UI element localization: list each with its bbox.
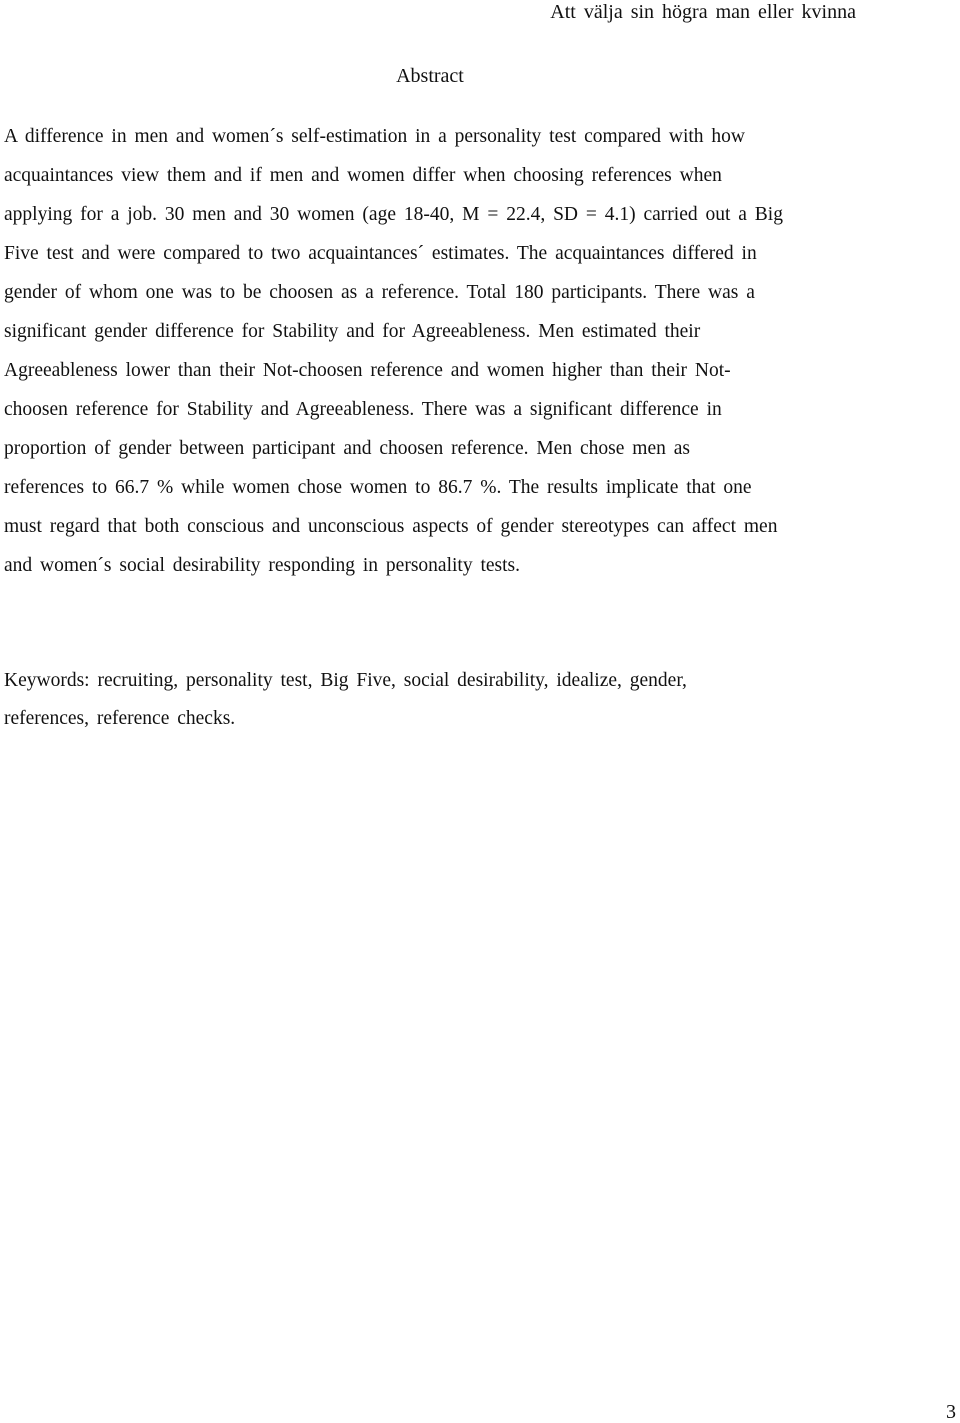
- abstract-title: Abstract: [396, 65, 464, 87]
- abstract-body: [4, 117, 854, 585]
- abstract-line-8: choosen reference for Stability and Agreeableness. There was a significant difference in: [4, 399, 722, 420]
- abstract-line-3: applying for a job. 30 men and 30 women (age 18-40, M = 22.4, SD = 4.1) carried out a Big: [4, 204, 783, 225]
- running-head: Att välja sin högra man eller kvinna: [550, 1, 856, 23]
- keywords-line-2: references, reference checks.: [4, 708, 236, 729]
- page-number: 3: [946, 1401, 956, 1423]
- abstract-line-1: A difference in men and women´s self-estimation in a personality test compared with how: [4, 126, 745, 147]
- abstract-line-11: must regard that both conscious and unconscious aspects of gender stereotypes can affect men: [4, 516, 778, 537]
- keywords-line-1: Keywords: recruiting, personality test, Big Five, social desirability, idealize, gender,: [4, 670, 687, 691]
- abstract-line-5: gender of whom one was to be choosen as a reference. Total 180 participants. There was a: [4, 282, 755, 303]
- abstract-line-2: acquaintances view them and if men and women differ when choosing references when: [4, 165, 722, 186]
- abstract-line-9: proportion of gender between participant and choosen reference. Men chose men as: [4, 438, 690, 459]
- keywords: [4, 662, 854, 738]
- abstract-line-4: Five test and were compared to two acquaintances´ estimates. The acquaintances differed in: [4, 243, 757, 264]
- abstract-line-12: and women´s social desirability responding in personality tests.: [4, 555, 520, 576]
- abstract-line-7: Agreeableness lower than their Not-choosen reference and women higher than their Not-: [4, 360, 731, 381]
- abstract-line-10: references to 66.7 % while women chose women to 86.7 %. The results implicate that one: [4, 477, 752, 498]
- abstract-line-6: significant gender difference for Stability and for Agreeableness. Men estimated their: [4, 321, 701, 342]
